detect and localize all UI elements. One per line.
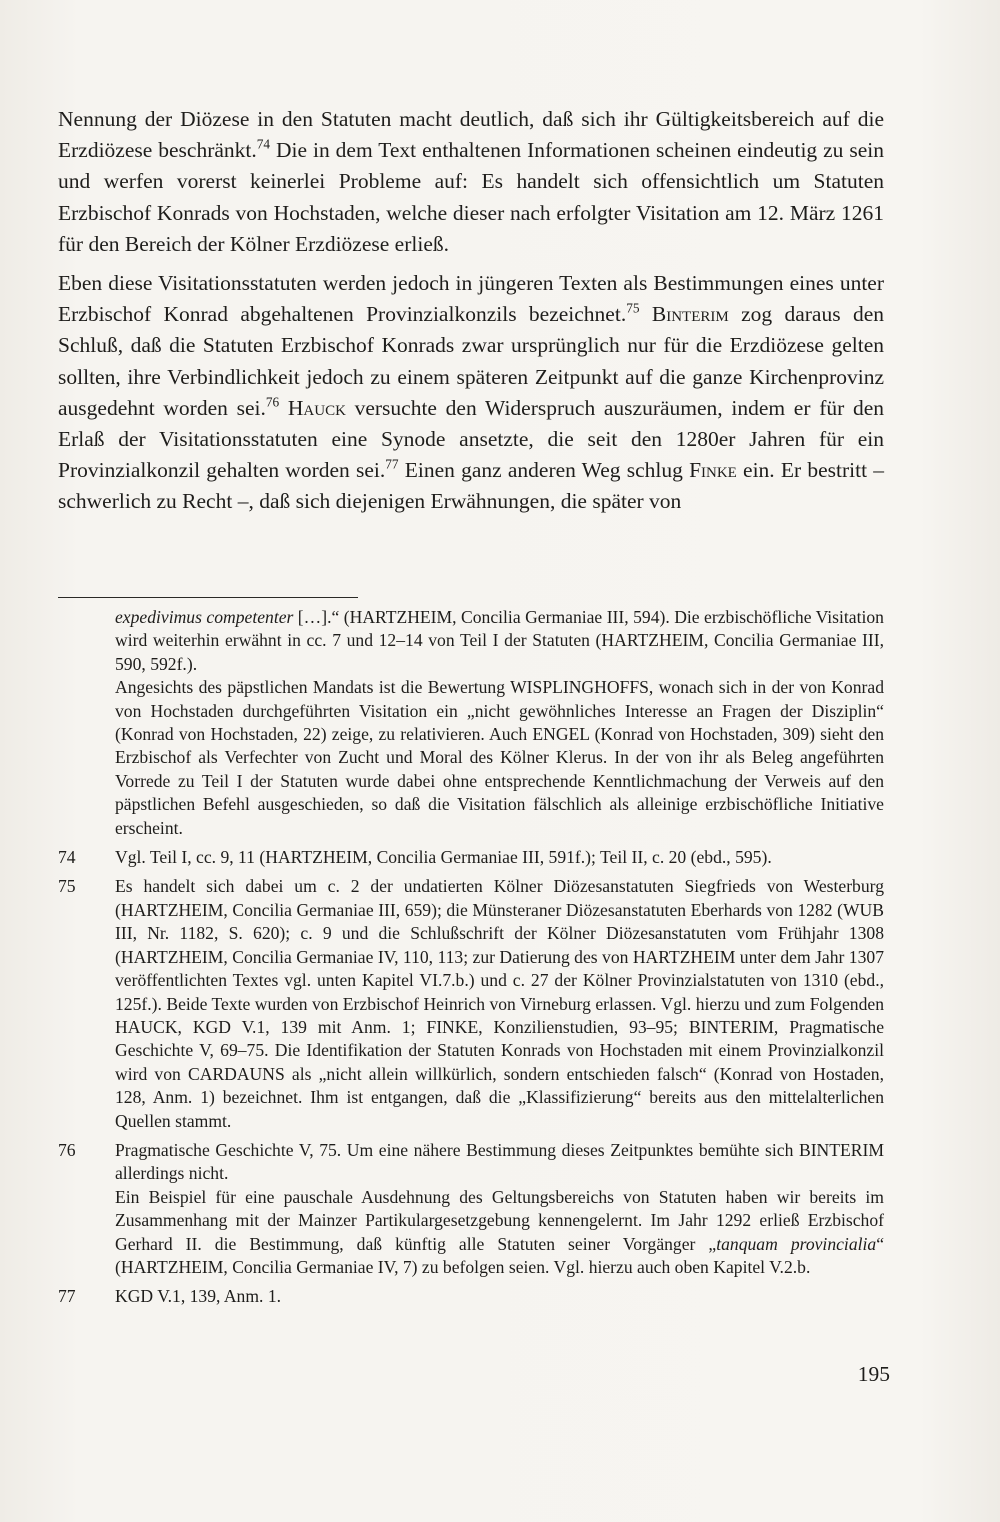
footnote-text: KGD V.1, 139, Anm. 1. — [115, 1286, 282, 1307]
footnote-paragraph: Angesichts des päpstlichen Mandats ist die Bewertung WISPLINGHOFFS, wonach sich in der von Konrad von Hochstaden durchgeführten Visitation ein „nicht gewöhnliches Interesse an Fragen der Disziplin“ (Konrad von Hochstaden, 22) zeige, zu relativieren. Auch ENGEL (Konrad von Hochstaden, 309) sieht den Erzbischof als Verfechter von Zucht und Moral des Kölner Klerus. In der von ihr als Beleg angeführten Vorrede zu Teil I der Statuten wurde dabei ohne entsprechende Kenntlichmachung der Verweis auf den päpstlichen Befehl ausgeschieden, so daß die Visitation fälschlich als alleinige erzbischöfliche Initiative erscheint. — [115, 677, 884, 838]
latin-quote: expedivimus competenter — [115, 607, 294, 627]
footnote-paragraph — [115, 1186, 884, 1280]
footnote-number: 77 — [58, 1286, 76, 1307]
footnote-number: 76 — [58, 1139, 76, 1160]
footnote-ref-77: 77 — [385, 456, 399, 472]
footnote-number: 75 — [58, 876, 76, 897]
footnote-text — [115, 1139, 884, 1279]
footnote-77 — [58, 1285, 884, 1308]
footnote-text — [115, 606, 884, 840]
main-text — [58, 104, 884, 526]
footnote-ref-74: 74 — [256, 136, 271, 152]
text-span: “ (HARTZHEIM, Concilia Germaniae IV, 7) zu befolgen seien. Vgl. hierzu auch oben Kapitel V.2.b. — [115, 1233, 884, 1277]
paragraph-2 — [58, 268, 884, 518]
text-span: Eben diese Visitationsstatuten werden jedoch in jüngeren Texten als Bestimmungen eines unter Erzbischof Konrad abgehaltenen Provinzialkonzils bezeichnet. — [58, 271, 884, 327]
footnote-divider — [58, 597, 358, 598]
footnotes — [58, 606, 884, 1309]
footnote-continuation — [58, 606, 884, 840]
footnote-paragraph: Pragmatische Geschichte V, 75. Um eine nähere Bestimmung dieses Zeitpunktes bemühte sich BINTERIM allerdings nicht. — [115, 1139, 884, 1184]
latin-quote: tanquam provincialia — [716, 1233, 877, 1254]
footnote-76 — [58, 1139, 884, 1279]
text-span: ein. Er bestritt – schwerlich zu Recht –, daß sich diejenigen Erwähnungen, die später von — [58, 458, 884, 514]
text-span: Ein Beispiel für eine pauschale Ausdehnung des Geltungsbereichs von Statuten haben wir bereits im Zusammenhang mit der Mainzer Partikulargesetzgebung kennengelernt. Im Jahr 1292 erließ Erzbischof Gerhard II. die Bestimmung, daß künftig alle Statuten seiner Vorgänger „ — [115, 1186, 884, 1254]
footnote-number: 74 — [58, 847, 76, 868]
footnote-text: Vgl. Teil I, cc. 9, 11 (HARTZHEIM, Concilia Germaniae III, 591f.); Teil II, c. 20 (ebd., 595). — [115, 847, 772, 868]
footnote-ref-75: 75 — [626, 300, 640, 316]
text-span: Einen ganz anderen Weg schlug — [398, 458, 690, 483]
footnote-74 — [58, 846, 884, 869]
text-span: […].“ (HARTZHEIM, Concilia Germaniae III, 594). Die erzbischöfliche Visitation wird weiterhin erwähnt in cc. 7 und 12–14 von Teil I der Statuten (HARTZHEIM, Concilia Germaniae III, 590, 592f.). — [115, 607, 884, 674]
footnote-paragraph — [115, 606, 884, 676]
author-name: Binterim — [651, 302, 729, 327]
paragraph-1 — [58, 104, 884, 260]
footnote-75 — [58, 875, 884, 1132]
author-name: Finke — [689, 458, 737, 483]
text-span: versuchte den Widerspruch auszuräumen, indem er für den Erlaß der Visitationsstatuten eine Synode ansetzte, die seit den 1280er Jahren für ein Provinzialkonzil gehalten worden sei. — [58, 395, 884, 483]
footnote-text: Es handelt sich dabei um c. 2 der undatierten Kölner Diözesanstatuten Siegfrieds von Westerburg (HARTZHEIM, Concilia Germaniae III, 659); die Münsteraner Diözesanstatuten Eberhards von 1282 (WUB III, Nr. 1182, S. 620); c. 9 und die Schlußschrift der Kölner Diözesanstatuten vom Frühjahr 1308 (HARTZHEIM, Concilia Germaniae IV, 110, 113; zur Datierung des von HARTZHEIM unter dem Jahr 1307 veröffentlichten Textes vgl. unten Kapitel VI.7.b.) und c. 27 der Kölner Provinzialstatuten von 1310 (ebd., 125f.). Beide Texte wurden von Erzbischof Heinrich von Virneburg erlassen. Vgl. hierzu und zum Folgenden HAUCK, KGD V.1, 139 mit Anm. 1; FINKE, Konzilienstudien, 93–95; BINTERIM, Pragmatische Geschichte V, 69–75. Die Identifikation der Statuten Konrads von Hochstaden mit einem Provinzialkonzil wird von CARDAUNS als „nicht allein willkürlich, sondern entschieden falsch“ (Konrad von Hostaden, 128, Anm. 1) bezeichnet. Ihm ist entgangen, daß die „Klassifizierung“ bereits aus den mittelalterlichen Quellen stammt. — [115, 876, 884, 1131]
text-span: zog daraus den Schluß, daß die Statuten Erzbischof Konrads zwar ursprünglich nur für die Erzdiözese gelten sollten, ihre Verbindlichkeit jedoch zu einem späteren Zeitpunkt auf die ganze Kirchenprovinz ausgedehnt worden sei. — [58, 302, 884, 420]
text-span: Nennung der Diözese in den Statuten macht deutlich, daß sich ihr Gültigkeitsbereich auf die Erzdiözese beschränkt. — [58, 107, 884, 163]
footnote-ref-76: 76 — [265, 394, 280, 410]
page-number: 195 — [857, 1362, 890, 1386]
author-name: Hauck — [287, 395, 346, 420]
text-span: Die in dem Text enthaltenen Informationen scheinen eindeutig zu sein und werfen vorerst keinerlei Probleme auf: Es handelt sich offensichtlich um Statuten Erzbischof Konrads von Hochstaden, welche dieser nach erfolgter Visitation am 12. März 1261 für den Bereich der Kölner Erzdiözese erließ. — [58, 138, 884, 256]
